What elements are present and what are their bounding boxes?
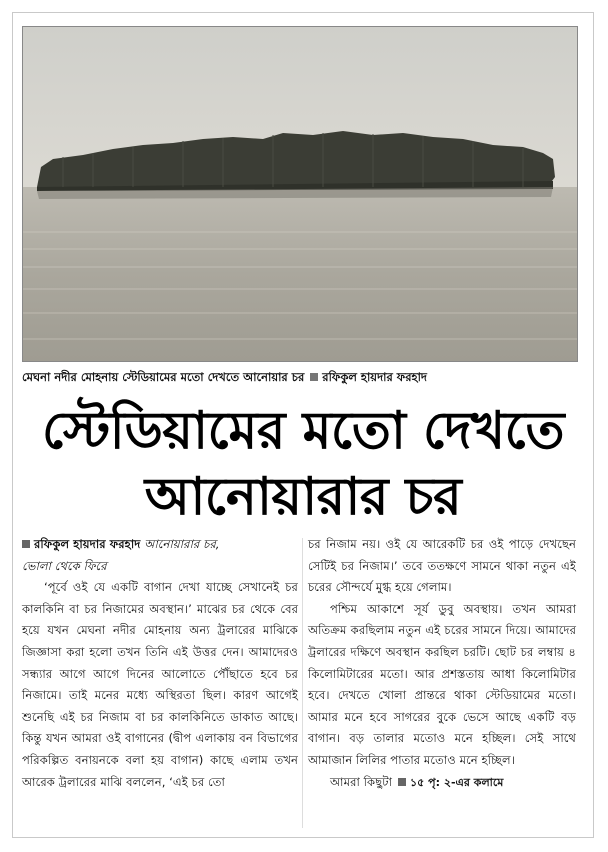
body-paragraph: চর নিজাম নয়। ওই যে আরেকটি চর ওই পাড়ে দেখছেন সেটিই চর নিজাম।’ তবে ততক্ষণে সামনে থাকা নতুন এই চরের সৌন্দর্যে মুগ্ধ হয়ে গেলাম। [308,537,576,595]
article-photo [22,26,578,362]
headline-line-2: আনোয়ারার চর [144,467,462,527]
column-divider [302,538,303,828]
square-bullet-icon [398,778,406,786]
caption-credit: রফিকুল হায়দার ফরহাদ [322,370,427,384]
byline [22,534,298,556]
continued-on-page[interactable]: ১৫ পৃ: ২-এর কলামে [410,775,504,789]
body-paragraph: পশ্চিম আকাশে সূর্য ডুবু অবস্থায়। তখন আমরা অতিক্রম করছিলাম নতুন এই চরের সামনে দিয়ে। আমাদের ট্রলারের দক্ষিণে অবস্থান করছিল চরটি। ছোট চর লম্বায় ৪ কিলোমিটারের মতো। আর প্রশস্ততায় আধা কিলোমিটার হবে। দেখতে খোলা প্রান্তরে থাকা স্টেডিয়ামের মতো। আমার মনে হবে সাগরের বুকে ভেসে আছে একটি বড় বাগান। বড় তালার মতোও মনে হচ্ছিল। সেই সাথে আমাজান লিলির পাতার মতোও মনে হচ্ছিল। [308,601,576,767]
body-text: আমরা কিছুটা [330,774,393,789]
continuation-line [308,772,576,794]
byline-name: রফিকুল হায়দার ফরহাদ [34,537,141,551]
byline-place: আনোয়ারার চর, [144,537,220,551]
body-paragraph: ‘পূর্বে ওই যে একটি বাগান দেখা যাচ্ছে সেখানেই চর কালকিনি বা চর নিজামের অবস্থান।’ মাঝের চর থেকে বের হয়ে যখন মেঘনা নদীর মোহনায় অন্য ট্রলারের মাঝিকে জিজ্ঞাসা করা হলো তখন তিনি এই উত্তর দেন। আমাদেরও সন্ধ্যার আগে আগে দিনের আলোতে পৌঁছাতে হবে চর নিজামে। তাই মনের মধ্যে অস্থিরতা ছিল। কারণ আগেই শুনেছি এই চর নিজাম বা চর কালকিনিতে ডাকাত আছে। কিন্তু যখন আমরা ওই বাগানের (দ্বীপ এলাকায় বন বিভাগের পরিকল্পিত বনায়নকে বলা হয় বাগান) কাছে এলাম তখন আরেক ট্রলারের মাঝি বললেন, ‘এই চর তো [22,580,298,789]
caption-text: মেঘনা নদীর মোহনায় স্টেডিয়ামের মতো দেখতে আনোয়ার চর [22,370,305,384]
headline [20,398,586,530]
headline-line-1: স্টেডিয়ামের মতো দেখতে [41,401,565,461]
article-column-left [22,534,298,793]
island-photo-icon [23,27,577,361]
square-bullet-icon [22,540,30,548]
photo-caption [22,366,576,388]
byline-dateline: ভোলা থেকে ফিরে [22,558,107,573]
water [23,187,577,361]
article-column-right [308,534,576,793]
square-bullet-icon [310,373,318,381]
